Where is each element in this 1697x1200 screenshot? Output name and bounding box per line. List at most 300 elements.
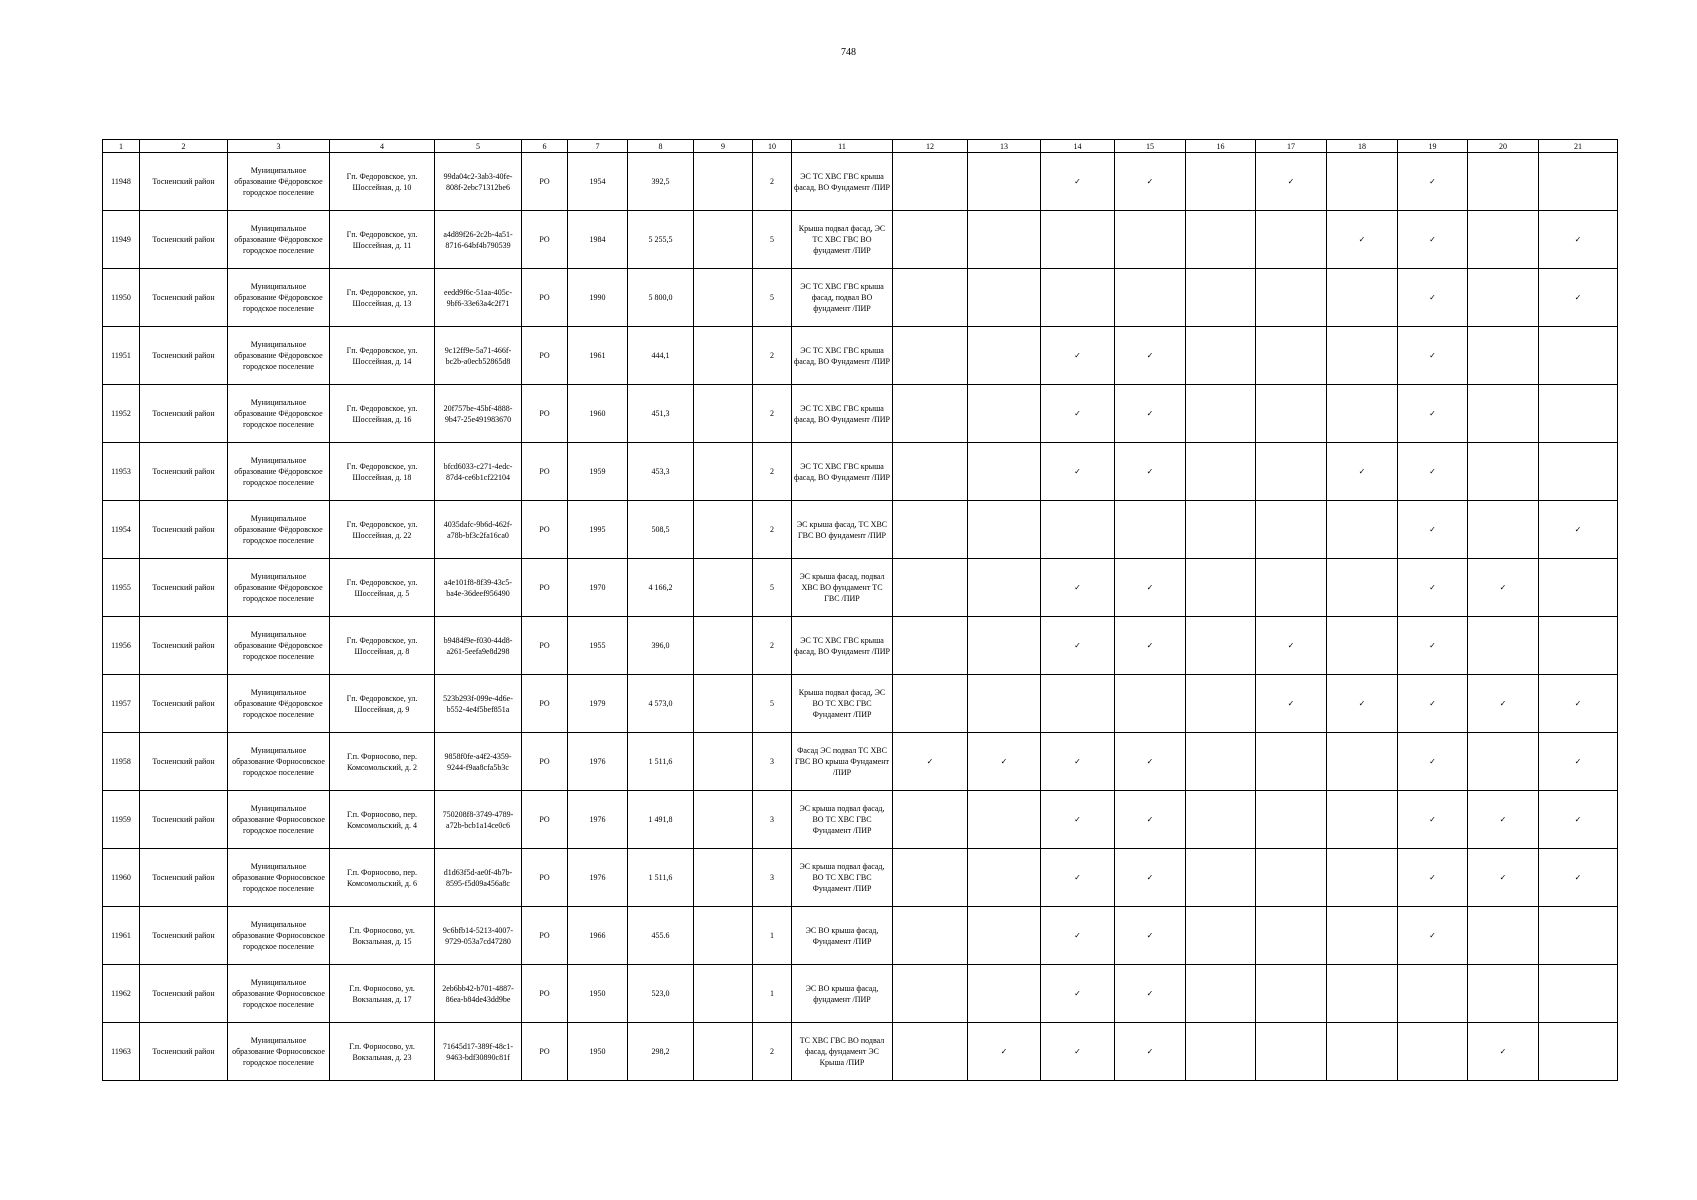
guid-cell: a4e101f8-8f39-43c5-ba4e-36deef956490 [435,559,522,617]
address-cell: Г.п. Форносово, ул. Вокзальная, д. 17 [330,965,435,1023]
check-cell-col-12 [893,269,968,327]
check-cell-col-16 [1186,733,1256,791]
table-body [103,153,1618,1081]
area-cell: 4 573,0 [628,675,694,733]
check-cell-col-12 [893,849,968,907]
table-row [103,559,1618,617]
district-cell: Тосненский район [140,849,228,907]
check-cell-col-17 [1256,327,1327,385]
check-cell-col-13 [968,965,1041,1023]
area-cell: 1 511,6 [628,849,694,907]
column-9-cell [694,269,753,327]
check-cell-col-21 [1539,733,1618,791]
check-cell-col-21 [1539,1023,1618,1081]
check-cell-col-20 [1468,443,1539,501]
type-cell: РО [522,269,568,327]
record-id-cell: 11954 [103,501,140,559]
check-cell-col-17 [1256,907,1327,965]
page-number: 748 [841,47,856,58]
check-cell-col-13 [968,385,1041,443]
works-cell: ЭС ТС ХВС ГВС крыша фасад, подвал ВО фундамент /ПИР [792,269,893,327]
column-number-18: 18 [1327,140,1398,153]
municipality-cell: Муниципальное образование Фёдоровское городское поселение [228,327,330,385]
column-number-row [103,140,1618,153]
check-cell-col-15 [1115,385,1186,443]
address-cell: Г.п. Форносово, ул. Вокзальная, д. 23 [330,1023,435,1081]
check-mark-icon: ✓ [1499,1047,1507,1056]
check-cell-col-14 [1041,501,1115,559]
floors-cell: 2 [753,501,792,559]
check-cell-col-14 [1041,791,1115,849]
works-cell: ЭС ТС ХВС ГВС крыша фасад, ВО Фундамент /ПИР [792,617,893,675]
check-cell-col-19 [1398,1023,1468,1081]
check-mark-icon: ✓ [1074,467,1081,476]
address-cell: Гп. Федоровское, ул. Шоссейная, д. 22 [330,501,435,559]
check-cell-col-19 [1398,849,1468,907]
column-number-1: 1 [103,140,140,153]
guid-cell: 9c6bfb14-5213-4007-9729-053a7cd47280 [435,907,522,965]
area-cell: 4 166,2 [628,559,694,617]
works-cell: ТС ХВС ГВС ВО подвал фасад, фундамент ЭС Крыша /ПИР [792,1023,893,1081]
check-cell-col-16 [1186,153,1256,211]
check-cell-col-18 [1327,153,1398,211]
check-cell-col-12 [893,385,968,443]
municipality-cell: Муниципальное образование Форносовское городское поселение [228,965,330,1023]
check-cell-col-12 [893,443,968,501]
table-row [103,907,1618,965]
check-cell-col-14 [1041,849,1115,907]
check-mark-icon: ✓ [1574,757,1582,766]
check-mark-icon: ✓ [926,757,934,766]
column-9-cell [694,965,753,1023]
check-cell-col-20 [1468,617,1539,675]
check-cell-col-20 [1468,327,1539,385]
check-cell-col-15 [1115,443,1186,501]
floors-cell: 2 [753,153,792,211]
check-cell-col-17 [1256,559,1327,617]
works-cell: ЭС крыша фасад, ТС ХВС ГВС ВО фундамент /ПИР [792,501,893,559]
record-id-cell: 11955 [103,559,140,617]
year-cell: 1955 [568,617,628,675]
works-cell: ЭС крыша фасад, подвал ХВС ВО фундамент ТС ГВС /ПИР [792,559,893,617]
check-mark-icon: ✓ [1074,409,1081,418]
check-mark-icon: ✓ [1574,873,1582,882]
area-cell: 298,2 [628,1023,694,1081]
municipality-cell: Муниципальное образование Фёдоровское городское поселение [228,559,330,617]
column-number-14: 14 [1041,140,1115,153]
type-cell: РО [522,443,568,501]
check-cell-col-18 [1327,907,1398,965]
type-cell: РО [522,675,568,733]
check-mark-icon: ✓ [1146,757,1154,766]
record-id-cell: 11948 [103,153,140,211]
works-cell: ЭС ВО крыша фасад, Фундамент /ПИР [792,907,893,965]
check-mark-icon: ✓ [1074,989,1081,998]
column-number-5: 5 [435,140,522,153]
column-9-cell [694,733,753,791]
floors-cell: 2 [753,443,792,501]
check-cell-col-14 [1041,385,1115,443]
check-cell-col-12 [893,153,968,211]
area-cell: 455.6 [628,907,694,965]
record-id-cell: 11951 [103,327,140,385]
check-mark-icon: ✓ [1146,815,1154,824]
column-9-cell [694,849,753,907]
area-cell: 396,0 [628,617,694,675]
check-cell-col-15 [1115,849,1186,907]
check-cell-col-12 [893,211,968,269]
check-cell-col-16 [1186,385,1256,443]
check-cell-col-16 [1186,1023,1256,1081]
district-cell: Тосненский район [140,617,228,675]
record-id-cell: 11960 [103,849,140,907]
check-cell-col-13 [968,443,1041,501]
check-mark-icon: ✓ [1000,757,1008,766]
check-cell-col-20 [1468,675,1539,733]
check-mark-icon: ✓ [1287,641,1295,650]
check-cell-col-17 [1256,443,1327,501]
check-mark-icon: ✓ [1429,409,1436,418]
check-mark-icon: ✓ [1574,235,1582,244]
column-number-10: 10 [753,140,792,153]
guid-cell: d1d63f5d-ae0f-4b7b-8595-f5d09a456a8c [435,849,522,907]
check-cell-col-21 [1539,791,1618,849]
check-cell-col-18 [1327,501,1398,559]
check-cell-col-17 [1256,965,1327,1023]
check-cell-col-19 [1398,617,1468,675]
column-9-cell [694,211,753,269]
guid-cell: 71645d17-389f-48c1-9463-bdf30890c81f [435,1023,522,1081]
guid-cell: 750208f8-3749-4789-a72b-bcb1a14ce0c6 [435,791,522,849]
check-cell-col-15 [1115,733,1186,791]
check-cell-col-15 [1115,501,1186,559]
check-cell-col-14 [1041,733,1115,791]
guid-cell: 9858f0fe-a4f2-4359-9244-f9aa8cfa5b3c [435,733,522,791]
address-cell: Г.п. Форносово, пер. Комсомольский, д. 6 [330,849,435,907]
table-row [103,617,1618,675]
check-cell-col-16 [1186,269,1256,327]
check-cell-col-18 [1327,791,1398,849]
type-cell: РО [522,965,568,1023]
column-number-19: 19 [1398,140,1468,153]
check-cell-col-19 [1398,559,1468,617]
column-number-11: 11 [792,140,893,153]
floors-cell: 5 [753,211,792,269]
column-number-13: 13 [968,140,1041,153]
record-id-cell: 11949 [103,211,140,269]
check-cell-col-17 [1256,501,1327,559]
floors-cell: 3 [753,849,792,907]
check-cell-col-13 [968,791,1041,849]
municipality-cell: Муниципальное образование Фёдоровское городское поселение [228,153,330,211]
table-row [103,849,1618,907]
check-mark-icon: ✓ [1429,525,1436,534]
check-mark-icon: ✓ [1287,177,1295,186]
column-number-4: 4 [330,140,435,153]
check-cell-col-12 [893,733,968,791]
check-cell-col-12 [893,791,968,849]
table-row [103,327,1618,385]
check-cell-col-13 [968,733,1041,791]
floors-cell: 5 [753,675,792,733]
district-cell: Тосненский район [140,211,228,269]
district-cell: Тосненский район [140,385,228,443]
check-cell-col-19 [1398,675,1468,733]
year-cell: 1979 [568,675,628,733]
type-cell: РО [522,327,568,385]
check-cell-col-19 [1398,733,1468,791]
check-cell-col-19 [1398,907,1468,965]
check-cell-col-14 [1041,965,1115,1023]
check-mark-icon: ✓ [1429,815,1436,824]
check-cell-col-15 [1115,617,1186,675]
table-row [103,269,1618,327]
record-id-cell: 11961 [103,907,140,965]
check-cell-col-21 [1539,675,1618,733]
floors-cell: 5 [753,559,792,617]
check-cell-col-13 [968,849,1041,907]
check-mark-icon: ✓ [1146,583,1154,592]
type-cell: РО [522,153,568,211]
check-cell-col-21 [1539,269,1618,327]
address-cell: Гп. Федоровское, ул. Шоссейная, д. 18 [330,443,435,501]
check-cell-col-19 [1398,211,1468,269]
works-cell: ЭС ТС ХВС ГВС крыша фасад, ВО Фундамент /ПИР [792,443,893,501]
record-id-cell: 11958 [103,733,140,791]
check-cell-col-16 [1186,559,1256,617]
check-cell-col-20 [1468,385,1539,443]
address-cell: Гп. Федоровское, ул. Шоссейная, д. 9 [330,675,435,733]
column-number-12: 12 [893,140,968,153]
check-cell-col-15 [1115,675,1186,733]
table-row [103,791,1618,849]
check-mark-icon: ✓ [1074,757,1081,766]
check-mark-icon: ✓ [1358,467,1366,476]
works-cell: ЭС ТС ХВС ГВС крыша фасад, ВО Фундамент /ПИР [792,385,893,443]
check-cell-col-19 [1398,501,1468,559]
year-cell: 1990 [568,269,628,327]
district-cell: Тосненский район [140,1023,228,1081]
type-cell: РО [522,733,568,791]
check-cell-col-13 [968,559,1041,617]
check-mark-icon: ✓ [1574,699,1582,708]
area-cell: 451,3 [628,385,694,443]
check-mark-icon: ✓ [1574,815,1582,824]
record-id-cell: 11952 [103,385,140,443]
check-mark-icon: ✓ [1358,699,1366,708]
check-cell-col-15 [1115,269,1186,327]
municipality-cell: Муниципальное образование Фёдоровское городское поселение [228,501,330,559]
type-cell: РО [522,617,568,675]
check-cell-col-15 [1115,1023,1186,1081]
check-cell-col-13 [968,153,1041,211]
column-number-21: 21 [1539,140,1618,153]
check-mark-icon: ✓ [1429,699,1436,708]
check-cell-col-12 [893,327,968,385]
check-cell-col-13 [968,617,1041,675]
check-mark-icon: ✓ [1074,873,1081,882]
check-mark-icon: ✓ [1146,351,1154,360]
check-cell-col-13 [968,1023,1041,1081]
type-cell: РО [522,791,568,849]
column-9-cell [694,443,753,501]
check-mark-icon: ✓ [1146,1047,1154,1056]
municipality-cell: Муниципальное образование Форносовское городское поселение [228,907,330,965]
guid-cell: 99da04c2-3ab3-40fe-808f-2ebc71312be6 [435,153,522,211]
check-mark-icon: ✓ [1429,235,1436,244]
check-cell-col-16 [1186,617,1256,675]
check-cell-col-12 [893,617,968,675]
record-id-cell: 11962 [103,965,140,1023]
check-cell-col-20 [1468,501,1539,559]
guid-cell: a4d89f26-2c2b-4a51-8716-64bf4b790539 [435,211,522,269]
address-cell: Гп. Федоровское, ул. Шоссейная, д. 13 [330,269,435,327]
check-cell-col-21 [1539,385,1618,443]
check-mark-icon: ✓ [1000,1047,1008,1056]
works-cell: ЭС ВО крыша фасад, фундамент /ПИР [792,965,893,1023]
check-mark-icon: ✓ [1074,641,1081,650]
type-cell: РО [522,1023,568,1081]
record-id-cell: 11957 [103,675,140,733]
column-9-cell [694,385,753,443]
year-cell: 1970 [568,559,628,617]
check-cell-col-14 [1041,559,1115,617]
type-cell: РО [522,559,568,617]
check-cell-col-20 [1468,907,1539,965]
check-cell-col-16 [1186,675,1256,733]
municipality-cell: Муниципальное образование Форносовское городское поселение [228,733,330,791]
table-row [103,211,1618,269]
check-cell-col-14 [1041,907,1115,965]
check-cell-col-21 [1539,327,1618,385]
area-cell: 523,0 [628,965,694,1023]
check-cell-col-21 [1539,443,1618,501]
check-cell-col-18 [1327,965,1398,1023]
type-cell: РО [522,849,568,907]
check-mark-icon: ✓ [1074,931,1081,940]
check-cell-col-18 [1327,327,1398,385]
check-cell-col-17 [1256,385,1327,443]
check-cell-col-17 [1256,1023,1327,1081]
address-cell: Гп. Федоровское, ул. Шоссейная, д. 11 [330,211,435,269]
check-cell-col-16 [1186,501,1256,559]
area-cell: 5 800,0 [628,269,694,327]
works-cell: ЭС ТС ХВС ГВС крыша фасад, ВО Фундамент /ПИР [792,327,893,385]
check-cell-col-12 [893,965,968,1023]
column-number-3: 3 [228,140,330,153]
check-cell-col-14 [1041,443,1115,501]
check-cell-col-14 [1041,211,1115,269]
check-cell-col-20 [1468,559,1539,617]
check-cell-col-16 [1186,849,1256,907]
year-cell: 1976 [568,849,628,907]
check-mark-icon: ✓ [1499,699,1507,708]
check-mark-icon: ✓ [1429,177,1436,186]
check-mark-icon: ✓ [1499,583,1507,592]
check-cell-col-14 [1041,153,1115,211]
check-cell-col-16 [1186,327,1256,385]
check-cell-col-15 [1115,907,1186,965]
year-cell: 1995 [568,501,628,559]
check-mark-icon: ✓ [1074,351,1081,360]
district-cell: Тосненский район [140,501,228,559]
check-cell-col-20 [1468,965,1539,1023]
check-cell-col-18 [1327,385,1398,443]
check-cell-col-14 [1041,269,1115,327]
column-number-20: 20 [1468,140,1539,153]
check-cell-col-19 [1398,791,1468,849]
check-mark-icon: ✓ [1074,583,1081,592]
municipality-cell: Муниципальное образование Фёдоровское городское поселение [228,269,330,327]
check-cell-col-21 [1539,907,1618,965]
address-cell: Гп. Федоровское, ул. Шоссейная, д. 14 [330,327,435,385]
municipality-cell: Муниципальное образование Фёдоровское городское поселение [228,385,330,443]
check-cell-col-18 [1327,559,1398,617]
floors-cell: 1 [753,907,792,965]
floors-cell: 2 [753,1023,792,1081]
floors-cell: 3 [753,791,792,849]
check-cell-col-19 [1398,443,1468,501]
check-cell-col-20 [1468,269,1539,327]
table-row [103,733,1618,791]
check-mark-icon: ✓ [1146,873,1154,882]
address-cell: Гп. Федоровское, ул. Шоссейная, д. 8 [330,617,435,675]
check-cell-col-18 [1327,675,1398,733]
check-cell-col-18 [1327,617,1398,675]
check-mark-icon: ✓ [1429,351,1436,360]
table-row [103,443,1618,501]
check-mark-icon: ✓ [1146,989,1154,998]
check-cell-col-19 [1398,385,1468,443]
check-mark-icon: ✓ [1574,525,1582,534]
check-mark-icon: ✓ [1146,177,1154,186]
district-cell: Тосненский район [140,791,228,849]
check-cell-col-17 [1256,733,1327,791]
check-cell-col-14 [1041,327,1115,385]
floors-cell: 2 [753,327,792,385]
year-cell: 1984 [568,211,628,269]
check-cell-col-15 [1115,559,1186,617]
district-cell: Тосненский район [140,559,228,617]
check-cell-col-12 [893,1023,968,1081]
check-cell-col-17 [1256,153,1327,211]
area-cell: 5 255,5 [628,211,694,269]
column-number-2: 2 [140,140,228,153]
check-cell-col-20 [1468,733,1539,791]
check-mark-icon: ✓ [1146,641,1154,650]
check-mark-icon: ✓ [1574,293,1582,302]
check-cell-col-16 [1186,907,1256,965]
address-cell: Гп. Федоровское, ул. Шоссейная, д. 10 [330,153,435,211]
year-cell: 1961 [568,327,628,385]
guid-cell: 9c12ff9e-5a71-466f-bc2b-a0ecb52865d8 [435,327,522,385]
check-cell-col-17 [1256,675,1327,733]
check-cell-col-19 [1398,269,1468,327]
check-cell-col-15 [1115,211,1186,269]
area-cell: 392,5 [628,153,694,211]
record-id-cell: 11963 [103,1023,140,1081]
check-mark-icon: ✓ [1146,467,1154,476]
works-cell: ЭС ТС ХВС ГВС крыша фасад, ВО Фундамент /ПИР [792,153,893,211]
address-cell: Г.п. Форносово, пер. Комсомольский, д. 2 [330,733,435,791]
column-9-cell [694,907,753,965]
check-cell-col-13 [968,327,1041,385]
table-row [103,675,1618,733]
column-number-8: 8 [628,140,694,153]
area-cell: 508,5 [628,501,694,559]
check-mark-icon: ✓ [1429,641,1436,650]
check-cell-col-15 [1115,965,1186,1023]
